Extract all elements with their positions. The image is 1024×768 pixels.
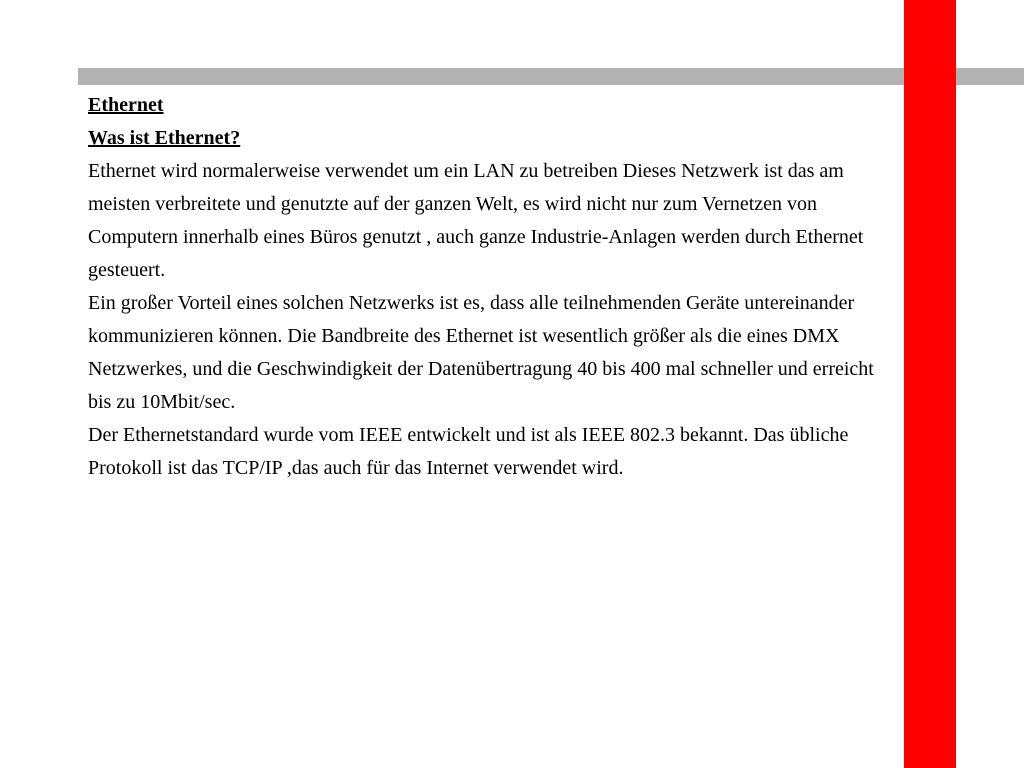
top-decorative-bar — [78, 68, 1024, 85]
slide-subtitle: Was ist Ethernet? — [88, 127, 241, 149]
paragraph-standard: Der Ethernetstandard wurde vom IEEE entwickelt und ist als IEEE 802.3 bekannt. Das übliche Protokoll ist das TCP/IP ,das auch für das Internet verwendet wird. — [88, 424, 849, 479]
paragraph-advantages: Ein großer Vorteil eines solchen Netzwerks ist es, dass alle teilnehmenden Geräte untereinander kommunizieren können. Die Bandbreite des Ethernet ist wesentlich größer als die eines DMX Netzwerkes, und die Geschwindigkeit der Datenübertragung 40 bis 400 mal schneller und erreicht bis zu 10Mbit/sec. — [88, 292, 874, 413]
slide-title: Ethernet — [88, 94, 164, 116]
paragraph-intro: Ethernet wird normalerweise verwendet um ein LAN zu betreiben Dieses Netzwerk ist das am meisten verbreitete und genutzte auf der ganzen Welt, es wird nicht nur zum Vernetzen von Computern innerhalb eines Büros genutzt , auch ganze Industrie-Anlagen werden durch Ethernet gesteuert. — [88, 160, 864, 281]
slide-content — [88, 89, 888, 485]
side-decorative-bar — [904, 0, 956, 768]
